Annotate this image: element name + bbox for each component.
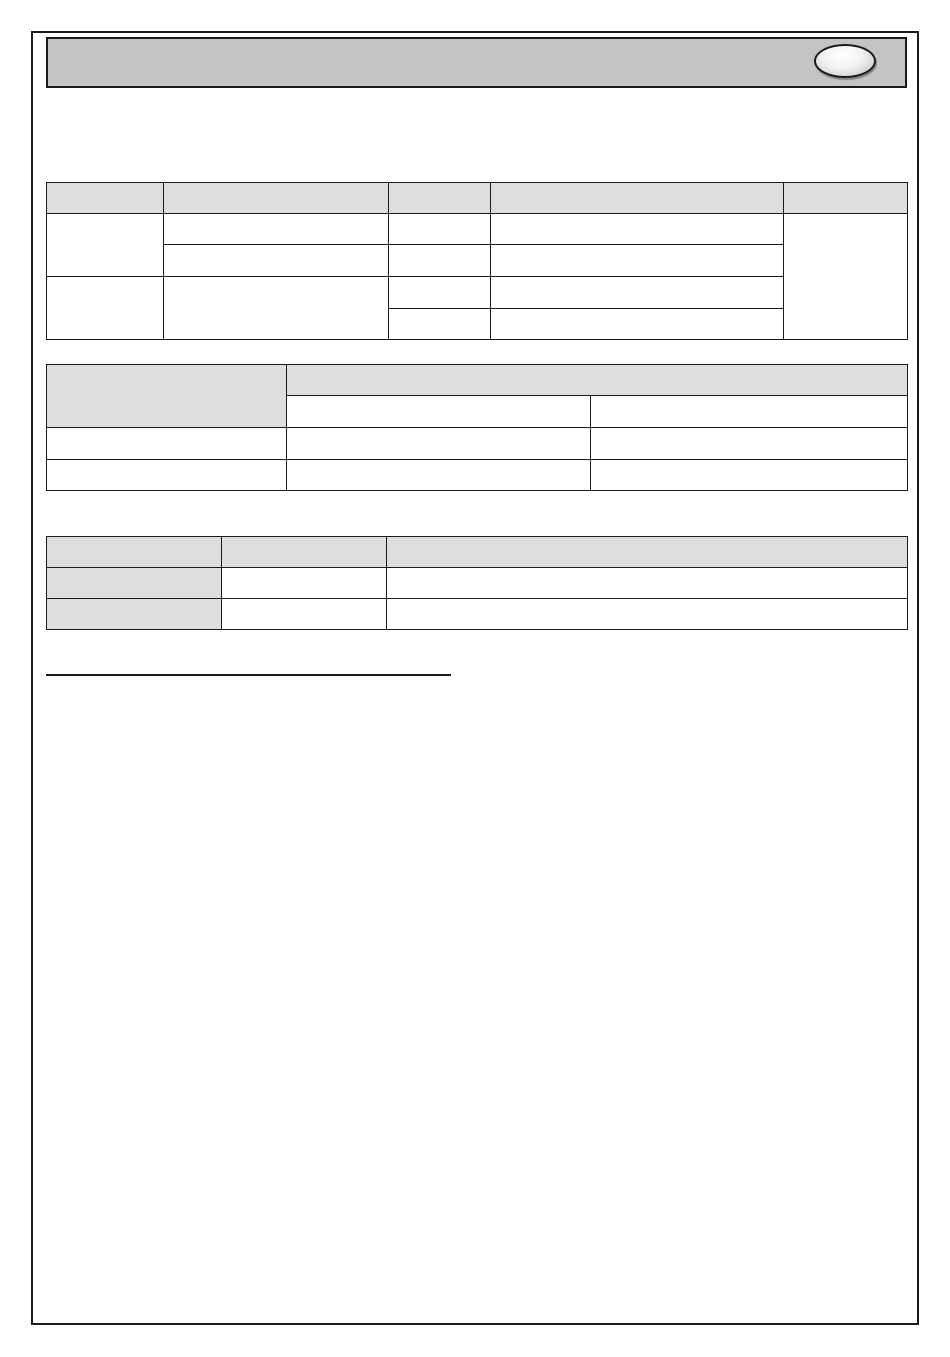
table-header-group (287, 365, 908, 396)
table-cell (389, 245, 491, 277)
table-row (47, 245, 908, 277)
table-row (47, 599, 908, 630)
table-subheader-cell (591, 396, 908, 428)
table-cell (389, 214, 491, 245)
spec-table-1 (46, 182, 908, 340)
table-subheader-cell (287, 396, 591, 428)
table-cell (784, 214, 908, 340)
table-cell (47, 428, 287, 460)
table-header-cell (784, 183, 908, 214)
table-cell (47, 277, 164, 340)
table-cell (387, 599, 908, 630)
table-cell (591, 460, 908, 491)
table-header-row (47, 183, 908, 214)
table-cell (387, 568, 908, 599)
section-heading (48, 652, 448, 670)
table-row (47, 214, 908, 245)
spec-table-2 (46, 364, 908, 491)
table-cell (287, 460, 591, 491)
table-cell (491, 309, 784, 340)
table-cell (491, 214, 784, 245)
table-cell (164, 214, 389, 245)
table-header-cell (491, 183, 784, 214)
table-row (47, 460, 908, 491)
table-cell (287, 428, 591, 460)
table-header-cell (47, 537, 222, 568)
table-row (47, 568, 908, 599)
table-cell (47, 460, 287, 491)
table-header-cell (389, 183, 491, 214)
page-number-badge (814, 44, 876, 78)
table-row (47, 428, 908, 460)
table-row-label (47, 599, 222, 630)
intro-text (48, 124, 904, 144)
table-cell (47, 214, 164, 277)
table-header-cell (47, 183, 164, 214)
table-row-label (47, 568, 222, 599)
table-cell (389, 309, 491, 340)
table-cell (222, 599, 387, 630)
section-body (48, 692, 904, 1302)
table-header-row (47, 365, 908, 396)
table-header-row (47, 537, 908, 568)
table-row (47, 277, 908, 309)
table-header-cell (387, 537, 908, 568)
table-cell (491, 245, 784, 277)
table-cell (164, 277, 389, 340)
spec-table-3 (46, 536, 908, 630)
table-cell (164, 245, 389, 277)
title-bar (46, 37, 907, 88)
table-header-cell (47, 365, 287, 428)
section-divider (46, 674, 451, 676)
table-cell (222, 568, 387, 599)
table-cell (491, 277, 784, 309)
table-header-cell (222, 537, 387, 568)
table-header-cell (164, 183, 389, 214)
table-cell (591, 428, 908, 460)
table-cell (389, 277, 491, 309)
